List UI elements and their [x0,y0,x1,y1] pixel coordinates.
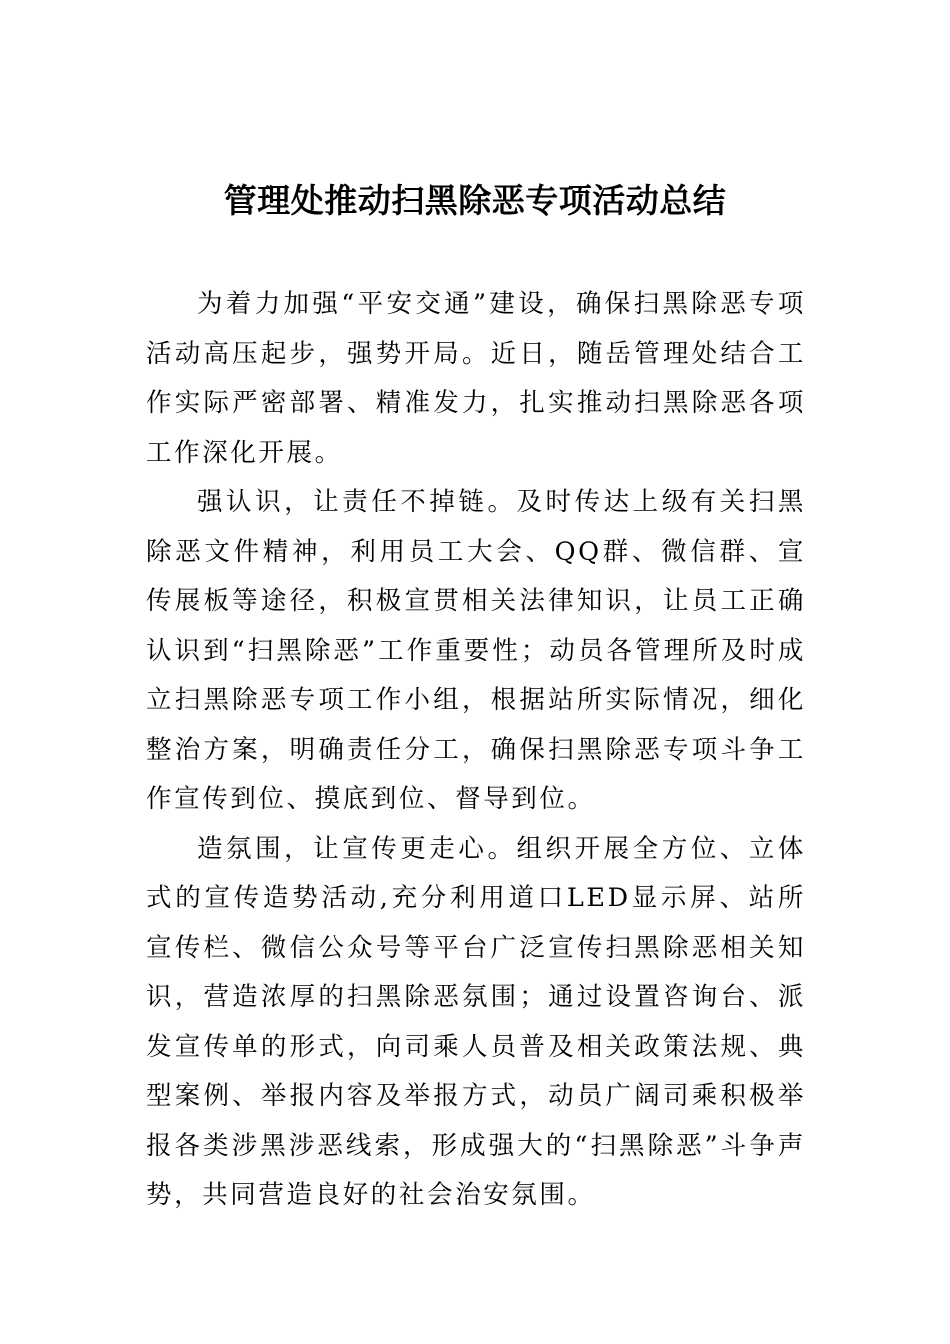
document-title: 管理处推动扫黑除恶专项活动总结 [223,181,727,220]
paragraph-intro: 为着力加强“平安交通”建设，确保扫黑除恶专项活动高压起步，强势开局。近日，随岳管理处结合工作实际严密部署、精准发力，扎实推动扫黑除恶各项工作深化开展。 [146,289,806,468]
paragraph-atmosphere: 造氛围，让宣传更走心。组织开展全方位、立体式的宣传造势活动,充分利用道口LED显示屏、站所宣传栏、微信公众号等平台广泛宣传扫黑除恶相关知识，营造浓厚的扫黑除恶氛围；通过设置咨询台、派发宣传单的形式，向司乘人员普及相关政策法规、典型案例、举报内容及举报方式，动员广阔司乘积极举报各类涉黑涉恶线索，形成强大的“扫黑除恶”斗争声势，共同营造良好的社会治安氛围。 [146,833,806,1210]
paragraph-awareness: 强认识，让责任不掉链。及时传达上级有关扫黑除恶文件精神，利用员工大会、QQ群、微信群、宣传展板等途径，积极宣贯相关法律知识，让员工正确认识到“扫黑除恶”工作重要性；动员各管理所及时成立扫黑除恶专项工作小组，根据站所实际情况，细化整治方案，明确责任分工，确保扫黑除恶专项斗争工作宣传到位、摸底到位、督导到位。 [146,487,806,814]
document-body [146,280,806,1221]
